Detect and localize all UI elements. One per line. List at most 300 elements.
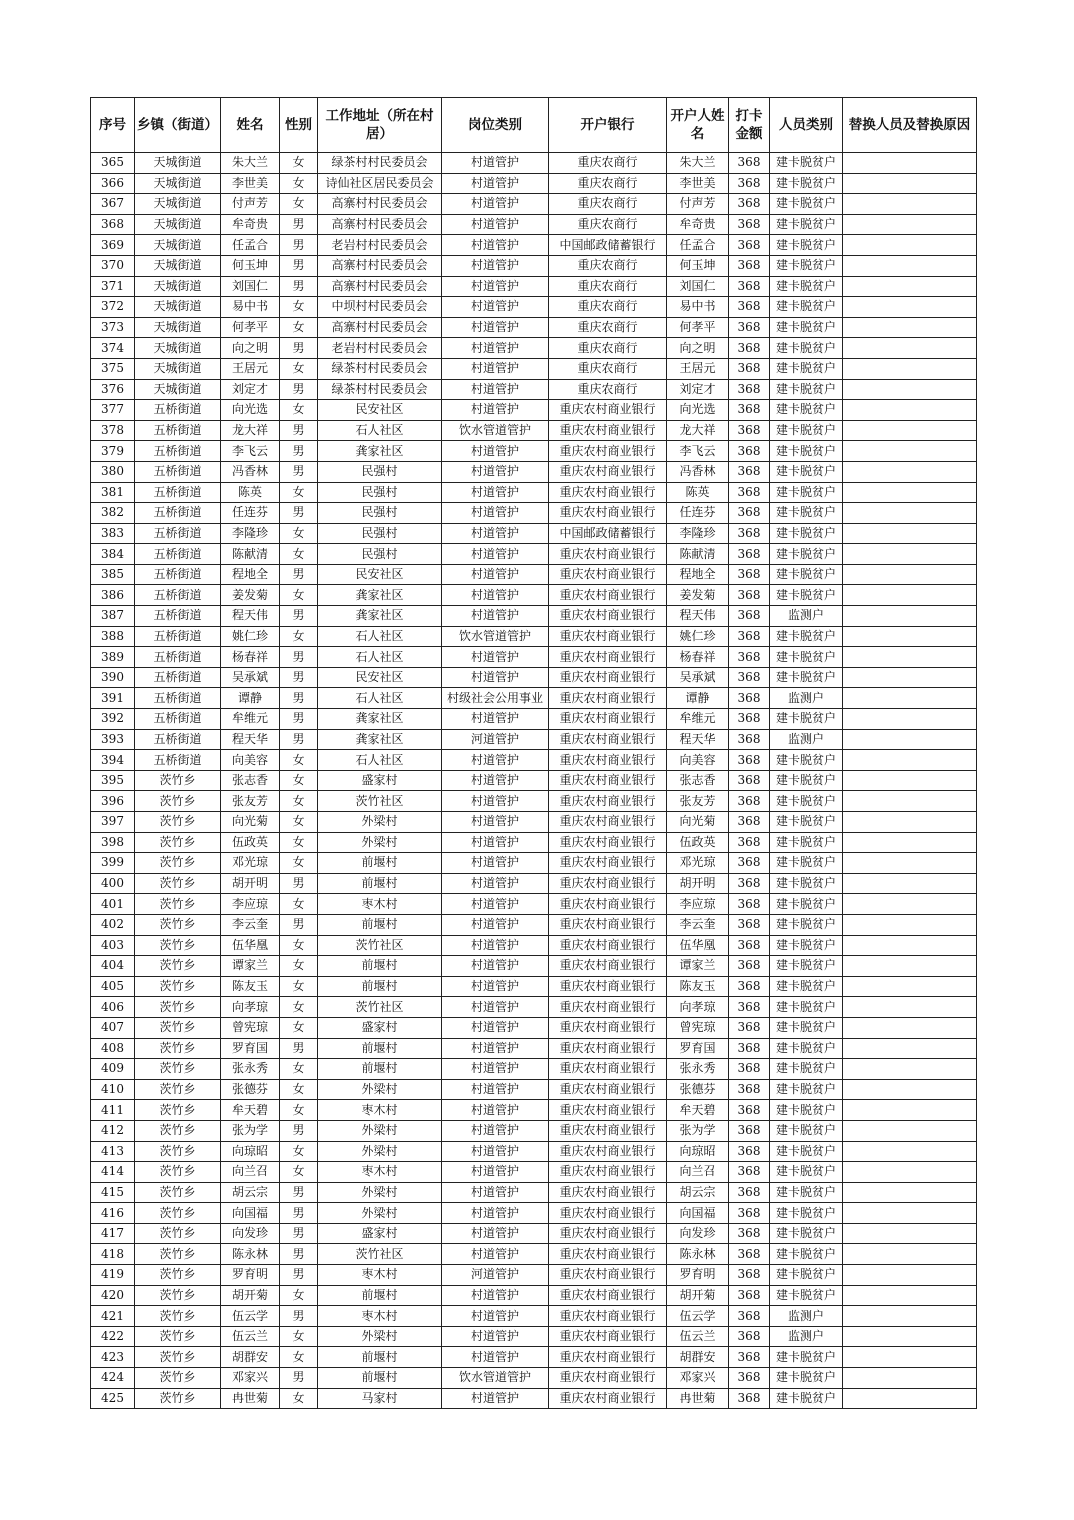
cell-account-holder: 张志香 — [667, 770, 729, 791]
cell-person-category: 建卡脱贫户 — [770, 461, 843, 482]
cell-index: 375 — [91, 358, 135, 379]
cell-township: 茨竹乡 — [135, 1306, 221, 1327]
cell-amount: 368 — [729, 1223, 770, 1244]
cell-gender: 女 — [280, 750, 318, 771]
cell-township: 天城街道 — [135, 297, 221, 318]
cell-township: 五桥街道 — [135, 441, 221, 462]
cell-name: 张永秀 — [221, 1059, 280, 1080]
cell-bank: 重庆农村商业银行 — [549, 544, 667, 565]
cell-post-type: 村道管护 — [442, 894, 549, 915]
cell-person-category: 建卡脱贫户 — [770, 1244, 843, 1265]
cell-work-address: 盛家村 — [318, 770, 442, 791]
cell-gender: 女 — [280, 1347, 318, 1368]
cell-amount: 368 — [729, 338, 770, 359]
cell-post-type: 村道管护 — [442, 358, 549, 379]
cell-replacement — [843, 1285, 977, 1306]
cell-post-type: 饮水管道管护 — [442, 626, 549, 647]
cell-township: 茨竹乡 — [135, 832, 221, 853]
cell-amount: 368 — [729, 503, 770, 524]
cell-gender: 女 — [280, 997, 318, 1018]
table-row — [91, 544, 977, 565]
cell-work-address: 茨竹社区 — [318, 1244, 442, 1265]
cell-work-address: 民安社区 — [318, 667, 442, 688]
cell-post-type: 村道管护 — [442, 935, 549, 956]
cell-township: 五桥街道 — [135, 585, 221, 606]
cell-gender: 男 — [280, 1182, 318, 1203]
cell-work-address: 前堰村 — [318, 873, 442, 894]
cell-account-holder: 付声芳 — [667, 194, 729, 215]
cell-name: 伍云学 — [221, 1306, 280, 1327]
cell-replacement — [843, 1347, 977, 1368]
cell-name: 程天华 — [221, 729, 280, 750]
cell-name: 陈英 — [221, 482, 280, 503]
cell-gender: 女 — [280, 1017, 318, 1038]
cell-work-address: 外梁村 — [318, 1326, 442, 1347]
cell-work-address: 民强村 — [318, 461, 442, 482]
table-row — [91, 1182, 977, 1203]
cell-post-type: 村道管护 — [442, 214, 549, 235]
cell-name: 李飞云 — [221, 441, 280, 462]
cell-name: 杨春祥 — [221, 647, 280, 668]
cell-gender: 男 — [280, 667, 318, 688]
cell-account-holder: 李飞云 — [667, 441, 729, 462]
cell-bank: 重庆农商行 — [549, 255, 667, 276]
cell-name: 陈友玉 — [221, 976, 280, 997]
cell-replacement — [843, 1223, 977, 1244]
cell-bank: 重庆农商行 — [549, 214, 667, 235]
cell-name: 罗育明 — [221, 1265, 280, 1286]
cell-replacement — [843, 1326, 977, 1347]
cell-replacement — [843, 791, 977, 812]
cell-post-type: 村道管护 — [442, 564, 549, 585]
cell-replacement — [843, 1017, 977, 1038]
cell-person-category: 建卡脱贫户 — [770, 255, 843, 276]
table-row — [91, 1141, 977, 1162]
cell-amount: 368 — [729, 1141, 770, 1162]
cell-replacement — [843, 873, 977, 894]
cell-township: 茨竹乡 — [135, 1059, 221, 1080]
cell-township: 五桥街道 — [135, 667, 221, 688]
cell-gender: 男 — [280, 441, 318, 462]
table-row — [91, 482, 977, 503]
cell-bank: 重庆农村商业银行 — [549, 1244, 667, 1265]
cell-gender: 男 — [280, 1120, 318, 1141]
cell-person-category: 建卡脱贫户 — [770, 235, 843, 256]
cell-work-address: 前堰村 — [318, 1368, 442, 1389]
cell-index: 399 — [91, 853, 135, 874]
cell-index: 381 — [91, 482, 135, 503]
cell-work-address: 诗仙社区居民委员会 — [318, 173, 442, 194]
table-row — [91, 1285, 977, 1306]
cell-replacement — [843, 894, 977, 915]
cell-name: 程天伟 — [221, 606, 280, 627]
cell-index: 394 — [91, 750, 135, 771]
cell-township: 天城街道 — [135, 194, 221, 215]
cell-person-category: 建卡脱贫户 — [770, 853, 843, 874]
cell-gender: 女 — [280, 1285, 318, 1306]
cell-amount: 368 — [729, 853, 770, 874]
cell-name: 张志香 — [221, 770, 280, 791]
cell-bank: 重庆农村商业银行 — [549, 1059, 667, 1080]
table-row — [91, 317, 977, 338]
cell-gender: 男 — [280, 276, 318, 297]
table-row — [91, 1079, 977, 1100]
cell-work-address: 高寨村村民委员会 — [318, 194, 442, 215]
table-row — [91, 894, 977, 915]
cell-township: 五桥街道 — [135, 482, 221, 503]
cell-index: 373 — [91, 317, 135, 338]
cell-amount: 368 — [729, 1162, 770, 1183]
cell-post-type: 村道管护 — [442, 1285, 549, 1306]
cell-index: 378 — [91, 420, 135, 441]
cell-bank: 重庆农村商业银行 — [549, 1223, 667, 1244]
cell-amount: 368 — [729, 914, 770, 935]
table-row — [91, 503, 977, 524]
cell-bank: 重庆农村商业银行 — [549, 1017, 667, 1038]
cell-account-holder: 龙大祥 — [667, 420, 729, 441]
cell-index: 395 — [91, 770, 135, 791]
cell-person-category: 建卡脱贫户 — [770, 812, 843, 833]
cell-name: 任连芬 — [221, 503, 280, 524]
cell-person-category: 建卡脱贫户 — [770, 173, 843, 194]
cell-index: 372 — [91, 297, 135, 318]
cell-person-category: 建卡脱贫户 — [770, 214, 843, 235]
cell-bank: 重庆农商行 — [549, 317, 667, 338]
cell-person-category: 建卡脱贫户 — [770, 1368, 843, 1389]
cell-gender: 男 — [280, 647, 318, 668]
cell-account-holder: 向发珍 — [667, 1223, 729, 1244]
table-body — [91, 153, 977, 1409]
cell-post-type: 村道管护 — [442, 606, 549, 627]
cell-amount: 368 — [729, 688, 770, 709]
cell-bank: 中国邮政储蓄银行 — [549, 523, 667, 544]
cell-account-holder: 何玉坤 — [667, 255, 729, 276]
cell-person-category: 建卡脱贫户 — [770, 379, 843, 400]
cell-amount: 368 — [729, 606, 770, 627]
cell-index: 413 — [91, 1141, 135, 1162]
cell-account-holder: 李隆珍 — [667, 523, 729, 544]
cell-township: 五桥街道 — [135, 729, 221, 750]
cell-township: 茨竹乡 — [135, 894, 221, 915]
cell-work-address: 龚家社区 — [318, 729, 442, 750]
cell-person-category: 建卡脱贫户 — [770, 338, 843, 359]
cell-replacement — [843, 358, 977, 379]
cell-work-address: 民强村 — [318, 523, 442, 544]
table-row — [91, 276, 977, 297]
cell-amount: 368 — [729, 1079, 770, 1100]
cell-account-holder: 王居元 — [667, 358, 729, 379]
cell-bank: 重庆农商行 — [549, 379, 667, 400]
cell-bank: 重庆农村商业银行 — [549, 1347, 667, 1368]
cell-person-category: 建卡脱贫户 — [770, 482, 843, 503]
cell-post-type: 村道管护 — [442, 1120, 549, 1141]
cell-amount: 368 — [729, 1326, 770, 1347]
table-row — [91, 1059, 977, 1080]
cell-post-type: 村道管护 — [442, 1306, 549, 1327]
header-gender: 性别 — [280, 98, 318, 153]
cell-bank: 重庆农村商业银行 — [549, 1141, 667, 1162]
cell-name: 胡开明 — [221, 873, 280, 894]
cell-account-holder: 姜发菊 — [667, 585, 729, 606]
cell-gender: 男 — [280, 709, 318, 730]
table-row — [91, 1388, 977, 1409]
cell-township: 茨竹乡 — [135, 853, 221, 874]
cell-amount: 368 — [729, 956, 770, 977]
cell-replacement — [843, 1368, 977, 1389]
cell-index: 411 — [91, 1100, 135, 1121]
cell-account-holder: 胡云宗 — [667, 1182, 729, 1203]
cell-gender: 男 — [280, 379, 318, 400]
cell-gender: 男 — [280, 1038, 318, 1059]
cell-index: 415 — [91, 1182, 135, 1203]
cell-index: 407 — [91, 1017, 135, 1038]
cell-account-holder: 杨春祥 — [667, 647, 729, 668]
cell-name: 谭家兰 — [221, 956, 280, 977]
header-account-holder: 开户人姓名 — [667, 98, 729, 153]
cell-gender: 男 — [280, 1203, 318, 1224]
cell-replacement — [843, 194, 977, 215]
cell-account-holder: 向光选 — [667, 400, 729, 421]
cell-replacement — [843, 255, 977, 276]
cell-index: 409 — [91, 1059, 135, 1080]
cell-replacement — [843, 338, 977, 359]
cell-name: 伍政英 — [221, 832, 280, 853]
cell-township: 五桥街道 — [135, 461, 221, 482]
cell-name: 谭静 — [221, 688, 280, 709]
cell-post-type: 村道管护 — [442, 997, 549, 1018]
cell-township: 茨竹乡 — [135, 1388, 221, 1409]
cell-post-type: 村道管护 — [442, 976, 549, 997]
cell-person-category: 建卡脱贫户 — [770, 564, 843, 585]
table-row — [91, 194, 977, 215]
cell-index: 417 — [91, 1223, 135, 1244]
cell-post-type: 饮水管道管护 — [442, 420, 549, 441]
cell-gender: 女 — [280, 894, 318, 915]
cell-index: 406 — [91, 997, 135, 1018]
cell-index: 410 — [91, 1079, 135, 1100]
cell-work-address: 石人社区 — [318, 647, 442, 668]
cell-gender: 男 — [280, 688, 318, 709]
cell-amount: 368 — [729, 1388, 770, 1409]
cell-replacement — [843, 1182, 977, 1203]
cell-township: 茨竹乡 — [135, 1017, 221, 1038]
cell-gender: 男 — [280, 564, 318, 585]
cell-post-type: 村道管护 — [442, 1059, 549, 1080]
cell-person-category: 监测户 — [770, 688, 843, 709]
cell-township: 五桥街道 — [135, 544, 221, 565]
table-row — [91, 1368, 977, 1389]
cell-person-category: 建卡脱贫户 — [770, 441, 843, 462]
table-row — [91, 379, 977, 400]
cell-amount: 368 — [729, 173, 770, 194]
cell-name: 冉世菊 — [221, 1388, 280, 1409]
cell-person-category: 建卡脱贫户 — [770, 358, 843, 379]
cell-township: 茨竹乡 — [135, 791, 221, 812]
cell-gender: 女 — [280, 523, 318, 544]
cell-gender: 女 — [280, 812, 318, 833]
cell-amount: 368 — [729, 1306, 770, 1327]
cell-bank: 重庆农村商业银行 — [549, 894, 667, 915]
cell-replacement — [843, 153, 977, 174]
cell-person-category: 建卡脱贫户 — [770, 194, 843, 215]
table-row — [91, 214, 977, 235]
cell-amount: 368 — [729, 770, 770, 791]
cell-person-category: 建卡脱贫户 — [770, 1347, 843, 1368]
cell-township: 五桥街道 — [135, 688, 221, 709]
cell-index: 400 — [91, 873, 135, 894]
cell-index: 401 — [91, 894, 135, 915]
cell-amount: 368 — [729, 1244, 770, 1265]
cell-bank: 重庆农村商业银行 — [549, 770, 667, 791]
cell-work-address: 外梁村 — [318, 1141, 442, 1162]
table-row — [91, 688, 977, 709]
cell-bank: 重庆农村商业银行 — [549, 853, 667, 874]
cell-replacement — [843, 400, 977, 421]
cell-name: 牟奇贵 — [221, 214, 280, 235]
cell-replacement — [843, 379, 977, 400]
cell-account-holder: 张为学 — [667, 1120, 729, 1141]
cell-work-address: 老岩村村民委员会 — [318, 235, 442, 256]
cell-account-holder: 程地全 — [667, 564, 729, 585]
cell-person-category: 建卡脱贫户 — [770, 1038, 843, 1059]
cell-amount: 368 — [729, 255, 770, 276]
cell-work-address: 石人社区 — [318, 688, 442, 709]
table-row — [91, 1244, 977, 1265]
cell-amount: 368 — [729, 1347, 770, 1368]
cell-township: 天城街道 — [135, 153, 221, 174]
table-row — [91, 1038, 977, 1059]
cell-person-category: 建卡脱贫户 — [770, 153, 843, 174]
cell-name: 易中书 — [221, 297, 280, 318]
cell-name: 向琼昭 — [221, 1141, 280, 1162]
cell-bank: 重庆农村商业银行 — [549, 564, 667, 585]
cell-township: 茨竹乡 — [135, 1203, 221, 1224]
cell-township: 五桥街道 — [135, 420, 221, 441]
cell-township: 五桥街道 — [135, 709, 221, 730]
cell-name: 牟天碧 — [221, 1100, 280, 1121]
cell-township: 五桥街道 — [135, 606, 221, 627]
cell-gender: 男 — [280, 1368, 318, 1389]
cell-gender: 女 — [280, 1141, 318, 1162]
cell-person-category: 建卡脱贫户 — [770, 1162, 843, 1183]
cell-index: 384 — [91, 544, 135, 565]
cell-replacement — [843, 1162, 977, 1183]
cell-post-type: 村道管护 — [442, 297, 549, 318]
cell-account-holder: 曾宪琼 — [667, 1017, 729, 1038]
cell-replacement — [843, 626, 977, 647]
cell-work-address: 前堰村 — [318, 1059, 442, 1080]
table-row — [91, 1223, 977, 1244]
cell-post-type: 河道管护 — [442, 729, 549, 750]
cell-name: 王居元 — [221, 358, 280, 379]
cell-bank: 重庆农村商业银行 — [549, 1326, 667, 1347]
cell-index: 379 — [91, 441, 135, 462]
cell-replacement — [843, 956, 977, 977]
table-row — [91, 585, 977, 606]
cell-work-address: 茨竹社区 — [318, 997, 442, 1018]
cell-post-type: 村道管护 — [442, 276, 549, 297]
cell-index: 408 — [91, 1038, 135, 1059]
cell-account-holder: 冉世菊 — [667, 1388, 729, 1409]
cell-replacement — [843, 1265, 977, 1286]
cell-account-holder: 李世美 — [667, 173, 729, 194]
cell-replacement — [843, 482, 977, 503]
cell-amount: 368 — [729, 379, 770, 400]
table-row — [91, 297, 977, 318]
cell-person-category: 建卡脱贫户 — [770, 647, 843, 668]
cell-name: 向美容 — [221, 750, 280, 771]
cell-bank: 重庆农村商业银行 — [549, 626, 667, 647]
cell-replacement — [843, 1141, 977, 1162]
cell-account-holder: 邓家兴 — [667, 1368, 729, 1389]
cell-replacement — [843, 585, 977, 606]
table-row — [91, 956, 977, 977]
cell-person-category: 建卡脱贫户 — [770, 523, 843, 544]
cell-amount: 368 — [729, 1120, 770, 1141]
table-row — [91, 935, 977, 956]
cell-person-category: 建卡脱贫户 — [770, 297, 843, 318]
cell-person-category: 建卡脱贫户 — [770, 832, 843, 853]
cell-post-type: 村道管护 — [442, 832, 549, 853]
cell-person-category: 监测户 — [770, 729, 843, 750]
cell-index: 390 — [91, 667, 135, 688]
cell-township: 五桥街道 — [135, 647, 221, 668]
cell-work-address: 高寨村村民委员会 — [318, 276, 442, 297]
cell-gender: 男 — [280, 255, 318, 276]
cell-name: 邓光琼 — [221, 853, 280, 874]
table-row — [91, 1017, 977, 1038]
cell-replacement — [843, 235, 977, 256]
cell-amount: 368 — [729, 235, 770, 256]
cell-replacement — [843, 461, 977, 482]
cell-account-holder: 李云奎 — [667, 914, 729, 935]
cell-amount: 368 — [729, 894, 770, 915]
cell-work-address: 茨竹社区 — [318, 935, 442, 956]
cell-township: 五桥街道 — [135, 750, 221, 771]
cell-post-type: 村道管护 — [442, 914, 549, 935]
cell-account-holder: 罗育国 — [667, 1038, 729, 1059]
table-row — [91, 461, 977, 482]
cell-work-address: 茨竹社区 — [318, 791, 442, 812]
cell-account-holder: 胡群安 — [667, 1347, 729, 1368]
cell-bank: 重庆农商行 — [549, 358, 667, 379]
cell-name: 向国福 — [221, 1203, 280, 1224]
cell-township: 五桥街道 — [135, 400, 221, 421]
cell-index: 392 — [91, 709, 135, 730]
cell-replacement — [843, 667, 977, 688]
table-row — [91, 750, 977, 771]
cell-work-address: 龚家社区 — [318, 709, 442, 730]
cell-work-address: 绿茶村村民委员会 — [318, 153, 442, 174]
cell-index: 414 — [91, 1162, 135, 1183]
cell-work-address: 枣木村 — [318, 1306, 442, 1327]
cell-index: 371 — [91, 276, 135, 297]
cell-gender: 男 — [280, 1244, 318, 1265]
cell-work-address: 马家村 — [318, 1388, 442, 1409]
cell-index: 419 — [91, 1265, 135, 1286]
cell-work-address: 外梁村 — [318, 1203, 442, 1224]
cell-bank: 重庆农商行 — [549, 173, 667, 194]
cell-township: 天城街道 — [135, 358, 221, 379]
cell-account-holder: 任连芬 — [667, 503, 729, 524]
cell-gender: 女 — [280, 297, 318, 318]
cell-bank: 重庆农村商业银行 — [549, 461, 667, 482]
cell-index: 380 — [91, 461, 135, 482]
table-row — [91, 832, 977, 853]
header-row — [91, 98, 977, 153]
cell-person-category: 建卡脱贫户 — [770, 1141, 843, 1162]
cell-gender: 男 — [280, 606, 318, 627]
